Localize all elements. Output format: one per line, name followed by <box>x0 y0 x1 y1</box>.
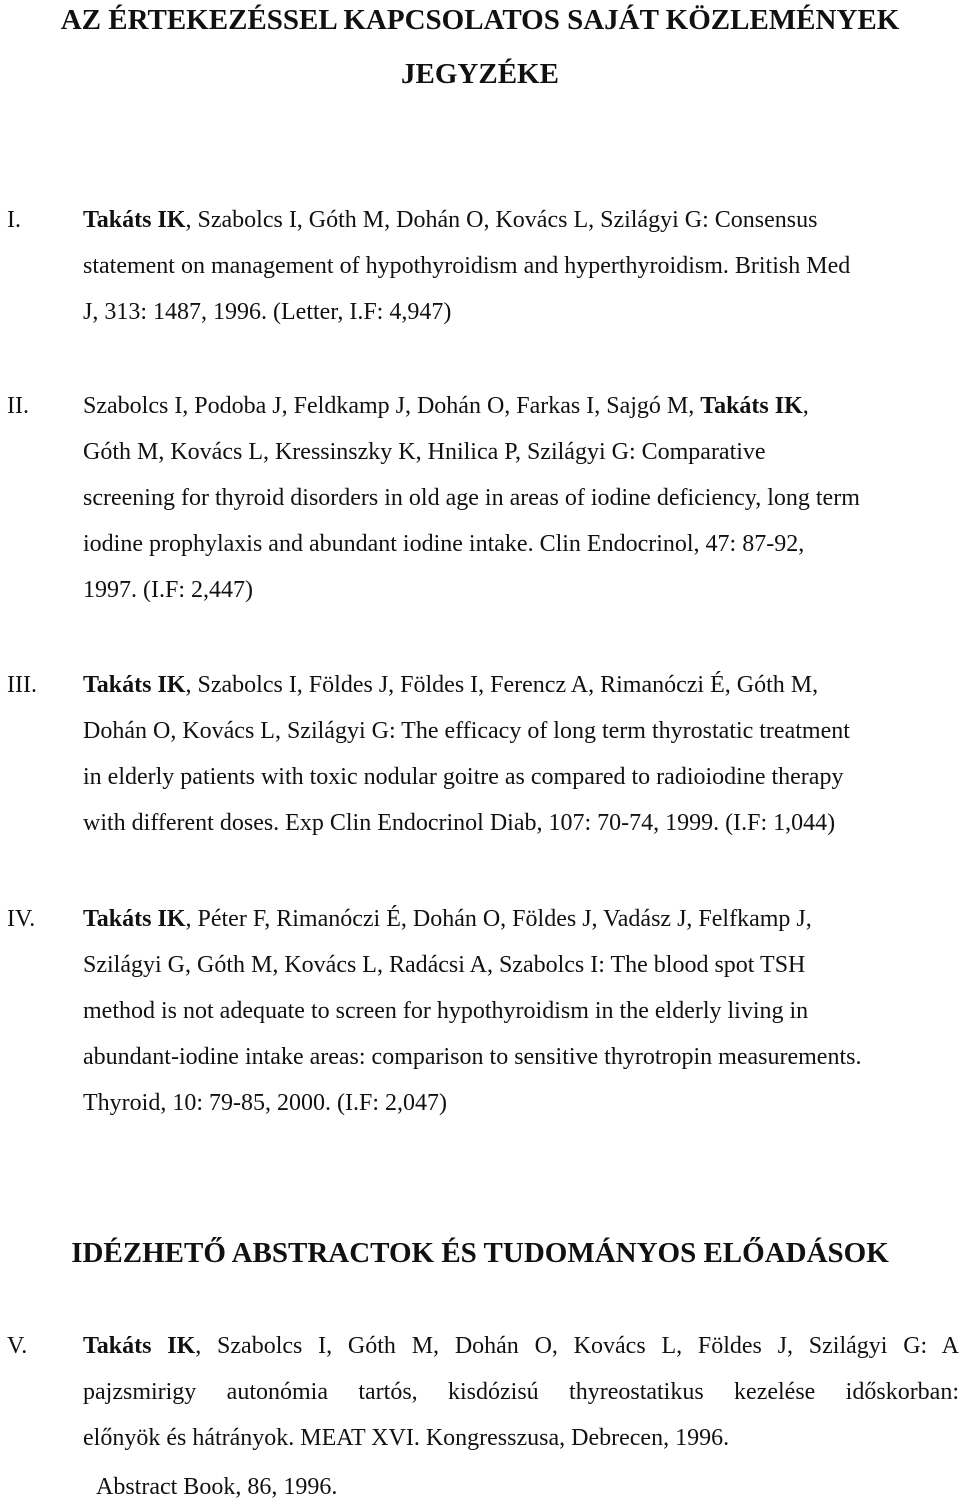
citation-line <box>83 1323 959 1369</box>
citation-line <box>83 800 960 846</box>
highlighted-author: Takáts IK <box>83 672 186 698</box>
entry-number: IV. <box>7 906 36 932</box>
text-run: in elderly patients with toxic nodular goitre as compared to radioiodine therapy <box>83 764 844 790</box>
entry-number: III. <box>7 672 37 698</box>
text-run: 1997. (I.F: 2,447) <box>83 577 253 603</box>
text-run: Szilágyi G, Góth M, Kovács L, Radácsi A, Szabolcs I: The blood spot TSH <box>83 952 806 978</box>
text-run: , <box>802 393 809 419</box>
citation-line <box>83 521 960 567</box>
entry-number: I. <box>7 207 21 233</box>
citation-line <box>83 383 960 429</box>
text-run: , Szabolcs I, Góth M, Dohán O, Kovács L, Földes J, Szilágyi G: A <box>195 1333 960 1359</box>
citation-line <box>83 475 960 521</box>
text-run: Góth M, Kovács L, Kressinszky K, Hnilica P, Szilágyi G: Comparative <box>83 439 766 465</box>
citation-line <box>83 1369 959 1415</box>
text-run: with different doses. Exp Clin Endocrinol Diab, 107: 70-74, 1999. (I.F: 1,044) <box>83 810 836 836</box>
entry-citation <box>83 1323 959 1461</box>
text-run: iodine prophylaxis and abundant iodine intake. Clin Endocrinol, 47: 87-92, <box>83 531 805 557</box>
citation-line <box>83 662 960 708</box>
section-title-line-2: JEGYZÉKE <box>401 58 559 90</box>
citation-line <box>83 708 960 754</box>
text-run: screening for thyroid disorders in old age in areas of iodine deficiency, long term <box>83 485 860 511</box>
text-run: J, 313: 1487, 1996. (Letter, I.F: 4,947) <box>83 299 452 325</box>
section-title-abstracts: IDÉZHETŐ ABSTRACTOK ÉS TUDOMÁNYOS ELŐADÁSOK <box>71 1237 889 1269</box>
text-run: pajzsmirigy autonómia tartós, kisdózisú thyreostatikus kezelése időskorban: <box>83 1379 959 1405</box>
citation-line <box>83 942 960 988</box>
highlighted-author: Takáts IK <box>83 906 186 932</box>
text-run: abundant-iodine intake areas: comparison to sensitive thyrotropin measurements. <box>83 1044 862 1070</box>
entry-citation <box>83 197 960 335</box>
abstract-book-reference: Abstract Book, 86, 1996. <box>96 1474 338 1500</box>
citation-line <box>83 1080 960 1126</box>
citation-line <box>83 289 960 335</box>
highlighted-author: Takáts IK <box>83 207 186 233</box>
citation-line <box>83 754 960 800</box>
text-run: előnyök és hátrányok. MEAT XVI. Kongresszusa, Debrecen, 1996. <box>83 1425 730 1451</box>
citation-line <box>83 429 960 475</box>
citation-line <box>83 197 960 243</box>
text-run: , Szabolcs I, Földes J, Földes I, Ferencz A, Rimanóczi É, Góth M, <box>185 672 819 698</box>
entry-number: II. <box>7 393 29 419</box>
entry-citation <box>83 383 960 613</box>
entry-citation <box>83 896 960 1126</box>
entry-citation <box>83 662 960 846</box>
citation-line <box>83 243 960 289</box>
section-title-publications <box>0 0 960 101</box>
text-run: , Szabolcs I, Góth M, Dohán O, Kovács L, Szilágyi G: Consensus <box>185 207 818 233</box>
text-run: statement on management of hypothyroidism and hyperthyroidism. British Med <box>83 253 851 279</box>
highlighted-author: Takáts IK <box>700 393 803 419</box>
citation-line <box>83 567 960 613</box>
text-run: Dohán O, Kovács L, Szilágyi G: The efficacy of long term thyrostatic treatment <box>83 718 850 744</box>
citation-line <box>83 1034 960 1080</box>
citation-line <box>83 896 960 942</box>
citation-line <box>83 988 960 1034</box>
section-title-line-1: AZ ÉRTEKEZÉSSEL KAPCSOLATOS SAJÁT KÖZLEMÉNYEK <box>60 4 900 36</box>
entry-number: V. <box>7 1333 28 1359</box>
text-run: method is not adequate to screen for hypothyroidism in the elderly living in <box>83 998 809 1024</box>
citation-line <box>83 1415 959 1461</box>
text-run: Szabolcs I, Podoba J, Feldkamp J, Dohán O, Farkas I, Sajgó M, <box>83 393 701 419</box>
highlighted-author: Takáts IK <box>83 1333 196 1359</box>
text-run: Thyroid, 10: 79-85, 2000. (I.F: 2,047) <box>83 1090 447 1116</box>
text-run: , Péter F, Rimanóczi É, Dohán O, Földes J, Vadász J, Felfkamp J, <box>185 906 812 932</box>
